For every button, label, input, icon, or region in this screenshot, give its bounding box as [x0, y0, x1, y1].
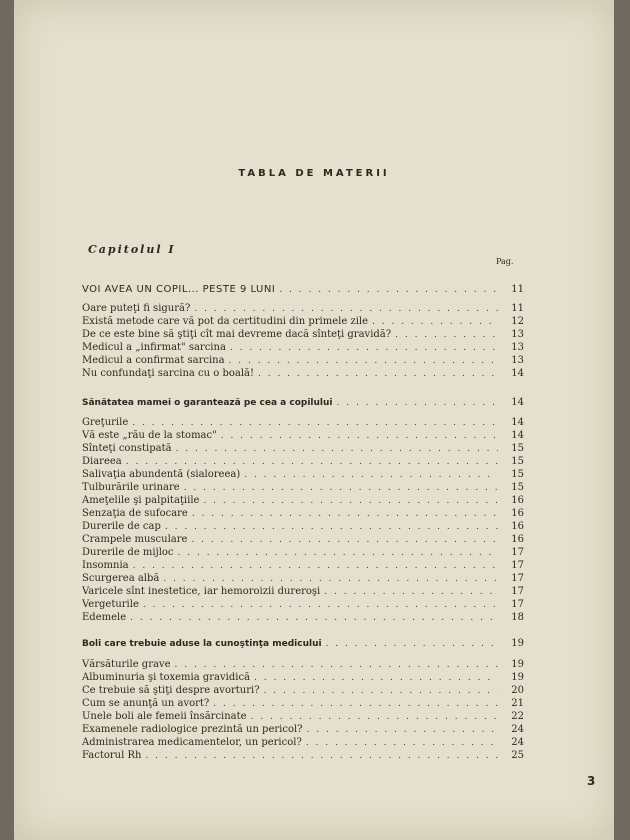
page-title: TABLA DE MATERII [238, 168, 390, 179]
toc-entry-page: 25 [511, 750, 524, 761]
toc-entry-page: 21 [511, 698, 524, 709]
toc-entry [82, 468, 524, 481]
toc-entry-page: 13 [511, 342, 524, 353]
toc-entry [82, 598, 524, 611]
page-number: 3 [587, 774, 596, 788]
dot-leader [258, 368, 498, 381]
toc-entry [82, 328, 524, 341]
toc-entry [82, 671, 524, 684]
toc-entry-page: 19 [511, 659, 524, 670]
toc-entry [82, 442, 524, 455]
book-page [14, 0, 614, 840]
toc-entry [82, 658, 524, 671]
toc-entry-page: 24 [511, 724, 524, 735]
toc-entry [82, 572, 524, 585]
toc-entry-title: Tulburările urinare [82, 482, 180, 493]
toc-entry [82, 710, 524, 723]
toc-entry [82, 494, 524, 507]
toc-entry-title: Scurgerea albă [82, 573, 160, 584]
toc-entry-title: Edemele [82, 612, 127, 623]
toc-entry-page: 14 [511, 417, 524, 428]
toc-entry-title: Varicele sînt inestetice, iar hemoroizii dureroşi [82, 586, 321, 597]
toc-entry [82, 416, 524, 429]
toc-entry [82, 559, 524, 572]
toc-entry-title: Cum se anunţă un avort? [82, 698, 210, 709]
toc-section-entry [82, 637, 524, 650]
toc-entry [82, 354, 524, 367]
toc-entry [82, 455, 524, 468]
toc-entry-page: 19 [511, 672, 524, 683]
toc-entry-page: 15 [511, 443, 524, 454]
toc-entry-page: 15 [511, 456, 524, 467]
toc-entry-page: 17 [511, 560, 524, 571]
toc-entry-page: 16 [511, 521, 524, 532]
toc-entry-title: Examenele radiologice prezintă un pericol? [82, 724, 303, 735]
toc-entry [82, 585, 524, 598]
toc-entry-title: Medicul a confirmat sarcina [82, 355, 225, 366]
dot-leader [130, 612, 498, 625]
toc-section-entry [82, 396, 524, 409]
page-column-label: Pag. [496, 257, 514, 266]
toc-entry-page: 15 [511, 482, 524, 493]
toc-entry-title: Vergeturile [82, 599, 139, 610]
toc-entry-page: 13 [511, 329, 524, 340]
toc-entry [82, 341, 524, 354]
dot-leader [279, 284, 498, 297]
toc-entry-page: 11 [511, 284, 524, 295]
toc-entry [82, 684, 524, 697]
toc-entry [82, 723, 524, 736]
toc-entry [82, 481, 524, 494]
toc-entry-page: 17 [511, 547, 524, 558]
toc-entry-title: Salivaţia abundentă (sialoreea) [82, 469, 241, 480]
toc-entry-page: 14 [511, 397, 524, 408]
toc-entry-page: 15 [511, 469, 524, 480]
toc-entry-title: Unele boli ale femeii însărcinate [82, 711, 247, 722]
toc-entry-page: 17 [511, 599, 524, 610]
dot-leader [337, 397, 499, 410]
toc-entry-title: Greţurile [82, 417, 129, 428]
toc-entry-page: 20 [511, 685, 524, 696]
toc-entry-title: VOI AVEA UN COPIL... PESTE 9 LUNI [82, 284, 276, 295]
toc-entry-page: 22 [511, 711, 524, 722]
toc-entry [82, 611, 524, 624]
toc-entry-page: 16 [511, 508, 524, 519]
toc-entry-title: Factorul Rh [82, 750, 142, 761]
toc-section-entry [82, 283, 524, 296]
toc-entry [82, 520, 524, 533]
toc-entry-title: Sănătatea mamei o garantează pe cea a copilului [82, 398, 333, 408]
toc-entry-title: Medicul a „infirmat" sarcina [82, 342, 226, 353]
toc-entry [82, 533, 524, 546]
toc-entry-page: 11 [511, 303, 524, 314]
toc-entry-title: Durerile de cap [82, 521, 161, 532]
toc-entry [82, 507, 524, 520]
chapter-heading: Capitolul I [88, 243, 176, 256]
toc-entry-title: Oare puteţi fi sigură? [82, 303, 191, 314]
toc-entry-page: 18 [511, 612, 524, 623]
toc-entry-title: Diareea [82, 456, 122, 467]
toc-entry-title: Ce trebuie să ştiţi despre avorturi? [82, 685, 260, 696]
dot-leader [145, 750, 498, 763]
toc-entry [82, 367, 524, 380]
toc-entry-page: 17 [511, 586, 524, 597]
toc-entry [82, 429, 524, 442]
toc-entry [82, 697, 524, 710]
toc-entry-title: Nu confundaţi sarcina cu o boală! [82, 368, 255, 379]
toc-entry-page: 16 [511, 534, 524, 545]
toc-entry [82, 302, 524, 315]
toc-entry-title: Crampele musculare [82, 534, 188, 545]
toc-entry-title: Senzaţia de sufocare [82, 508, 188, 519]
toc-entry [82, 736, 524, 749]
toc-entry-title: Boli care trebuie aduse la cunoştinţa medicului [82, 639, 322, 649]
toc-entry-page: 14 [511, 430, 524, 441]
toc-entry-title: Vărsăturile grave [82, 659, 171, 670]
toc-entry [82, 315, 524, 328]
toc-entry-title: Ameţelile şi palpitaţiile [82, 495, 200, 506]
toc-entry [82, 749, 524, 762]
toc-entry-page: 12 [511, 316, 524, 327]
toc-entry-page: 13 [511, 355, 524, 366]
toc-entry-title: Administrarea medicamentelor, un pericol? [82, 737, 302, 748]
toc-entry-title: Durerile de mijloc [82, 547, 174, 558]
dot-leader [326, 638, 498, 651]
toc-entry-title: Insomnia [82, 560, 129, 571]
toc-entry-title: Albuminuria şi toxemia gravidică [82, 672, 251, 683]
toc-entry-page: 17 [511, 573, 524, 584]
toc-entry-title: De ce este bine să ştiţi cît mai devreme dacă sînteţi gravidă? [82, 329, 392, 340]
toc-entry-page: 24 [511, 737, 524, 748]
toc-entry [82, 546, 524, 559]
toc-entry-page: 19 [511, 638, 524, 649]
toc-entry-page: 14 [511, 368, 524, 379]
toc-entry-title: Există metode care vă pot da certitudini din primele zile [82, 316, 369, 327]
toc-entry-title: Vă este „rău de la stomac" [82, 430, 217, 441]
toc-entry-title: Sînteţi constipată [82, 443, 172, 454]
toc-entry-page: 16 [511, 495, 524, 506]
